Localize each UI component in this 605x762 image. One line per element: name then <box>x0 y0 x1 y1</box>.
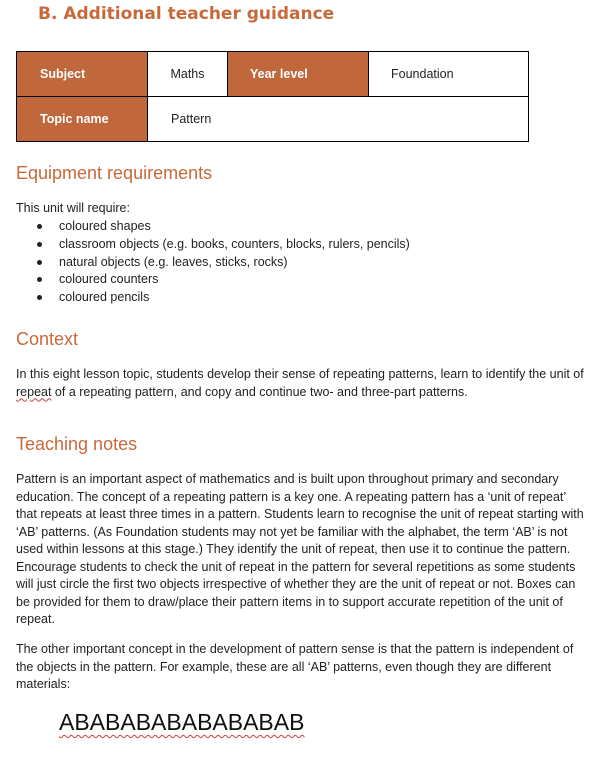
teaching-notes-heading: Teaching notes <box>16 434 138 454</box>
ab-pattern-example: ABABABABABABABAB <box>59 709 305 735</box>
subject-label: Subject <box>17 52 148 97</box>
context-text-end: of a repeating pattern, and copy and continue two- and three-part patterns. <box>51 384 468 399</box>
year-level-value: Foundation <box>369 52 529 97</box>
equipment-item: natural objects (e.g. leaves, sticks, rocks) <box>16 254 410 272</box>
equipment-item: coloured counters <box>16 271 410 289</box>
equipment-intro: This unit will require: <box>16 201 130 215</box>
equipment-item: classroom objects (e.g. books, counters, blocks, rulers, pencils) <box>16 236 410 254</box>
context-text-start: In this eight lesson topic, students develop their sense of repeating patterns, learn to identify the unit of <box>16 367 584 381</box>
info-table <box>16 51 529 142</box>
equipment-heading: Equipment requirements <box>16 163 213 183</box>
info-row-topic <box>17 97 529 142</box>
section-heading: B. Additional teacher guidance <box>38 4 335 24</box>
equipment-item: coloured pencils <box>16 289 410 307</box>
context-text <box>16 366 588 401</box>
info-row-subject <box>17 52 529 97</box>
context-heading: Context <box>16 329 79 349</box>
teaching-notes-paragraph-2: The other important concept in the development of pattern sense is that the pattern is independent of the objects in the pattern. For example, these are all ‘AB’ patterns, even though they are different materials: <box>16 642 574 691</box>
equipment-item: coloured shapes <box>16 218 410 236</box>
topic-name-label: Topic name <box>17 97 148 142</box>
subject-value: Maths <box>148 52 228 97</box>
equipment-list <box>16 218 410 307</box>
year-level-label: Year level <box>228 52 369 97</box>
teaching-notes-paragraph-1: Pattern is an important aspect of mathematics and is built upon throughout primary and secondary education. The concept of a repeating pattern is a key one. A repeating pattern has a ‘unit of repeat’ that repeats at least three times in a pattern. Students learn to recognise the unit of repeat starting with ‘AB’ patterns. (As Foundation students may not yet be familiar with the alphabet, the term ‘AB’ is not used within lessons at this stage.) They identify the unit of repeat, then use it to continue the pattern. Encourage students to check the unit of repeat in the pattern for several repetitions as some students will just circle the first two objects irrespective of whether they are the unit of repeat or not. Boxes can be provided for them to draw/place their pattern items in to support accurate repetition of the unit of repeat. <box>16 472 584 626</box>
topic-name-value: Pattern <box>148 97 529 142</box>
spellcheck-flagged-word: repeat <box>16 384 52 399</box>
